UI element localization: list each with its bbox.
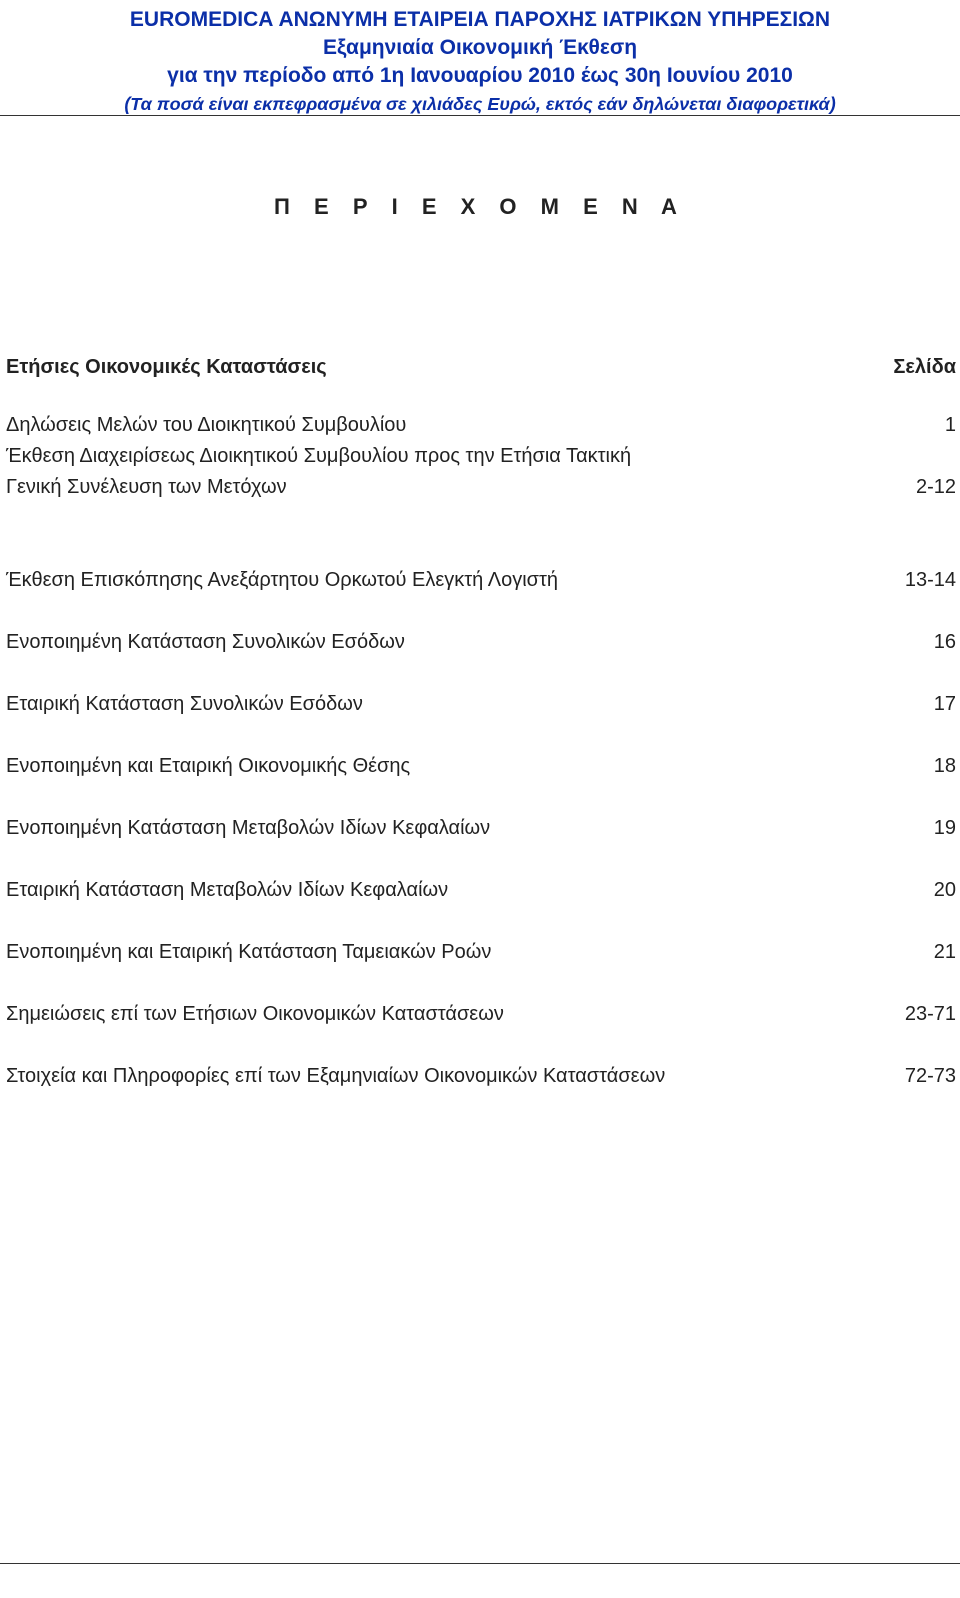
report-title: Εξαμηνιαία Οικονομική Έκθεση bbox=[322, 36, 638, 59]
toc-entry bbox=[6, 441, 956, 503]
toc-entry bbox=[6, 627, 956, 658]
toc-entry-page: 23-71 bbox=[904, 1003, 956, 1025]
report-period: για την περίοδο από 1η Ιανουαρίου 2010 έως 30η Ιουνίου 2010 bbox=[167, 64, 793, 87]
page-column-label: Σελίδα bbox=[893, 356, 956, 378]
toc-entry-page: 2-12 bbox=[915, 476, 956, 498]
toc-entry bbox=[6, 751, 956, 782]
toc-entry-title: Έκθεση Επισκόπησης Ανεξάρτητου Ορκωτού Ελεγκτή Λογιστή bbox=[6, 569, 559, 591]
toc-entry-page: 13-14 bbox=[904, 569, 956, 591]
toc-entry-title: Έκθεση Διαχειρίσεως Διοικητικού Συμβουλίου προς την Ετήσια Τακτική Γενική Συνέλευση των Μετόχων bbox=[6, 445, 632, 498]
toc-entry bbox=[6, 410, 956, 441]
toc-entry-title: Ενοποιημένη και Εταιρική Οικονομικής Θέσης bbox=[6, 755, 411, 777]
header-divider bbox=[0, 115, 960, 116]
toc-entry bbox=[6, 689, 956, 720]
toc-entry-title: Ενοποιημένη Κατάσταση Συνολικών Εσόδων bbox=[6, 631, 405, 653]
toc-entry bbox=[6, 937, 956, 968]
toc-entry-title: Ενοποιημένη Κατάσταση Μεταβολών Ιδίων Κεφαλαίων bbox=[6, 817, 491, 839]
toc-entry bbox=[6, 1061, 956, 1092]
toc-entry-title: Εταιρική Κατάσταση Μεταβολών Ιδίων Κεφαλαίων bbox=[6, 879, 449, 901]
section-label: Ετήσιες Οικονομικές Καταστάσεις bbox=[6, 356, 327, 378]
toc-entry bbox=[6, 565, 956, 596]
toc-entry-page: 20 bbox=[933, 879, 956, 901]
toc-entry-title: Δηλώσεις Μελών του Διοικητικού Συμβουλίου bbox=[6, 414, 407, 436]
contents-heading: Π Ε Ρ Ι Ε Χ Ο Μ Ε Ν Α bbox=[274, 194, 686, 219]
toc-column-headers bbox=[6, 356, 956, 379]
toc-entry-title: Στοιχεία και Πληροφορίες επί των Εξαμηνιαίων Οικονομικών Καταστάσεων bbox=[6, 1065, 666, 1087]
toc-entry-title: Εταιρική Κατάσταση Συνολικών Εσόδων bbox=[6, 693, 363, 715]
toc-entry bbox=[6, 999, 956, 1030]
document-header bbox=[0, 6, 960, 118]
toc-entry-page: 18 bbox=[933, 755, 956, 777]
toc-entry-page: 16 bbox=[933, 631, 956, 653]
toc-entry-page: 21 bbox=[933, 941, 956, 963]
footer-divider bbox=[0, 1563, 960, 1564]
toc-entry bbox=[6, 813, 956, 844]
toc-entry-title: Ενοποιημένη και Εταιρική Κατάσταση Ταμειακών Ροών bbox=[6, 941, 492, 963]
toc-entry-page: 19 bbox=[933, 817, 956, 839]
toc-entry-page: 72-73 bbox=[904, 1065, 956, 1087]
company-name: EUROMEDICA ΑΝΩΝΥΜΗ ΕΤΑΙΡΕΙΑ ΠΑΡΟΧΗΣ ΙΑΤΡΙΚΩΝ ΥΠΗΡΕΣΙΩΝ bbox=[129, 8, 831, 31]
amounts-note: (Τα ποσά είναι εκπεφρασμένα σε χιλιάδες Ευρώ, εκτός εάν δηλώνεται διαφορετικά) bbox=[124, 94, 836, 114]
toc-entry bbox=[6, 875, 956, 906]
toc-entry-title: Σημειώσεις επί των Ετήσιων Οικονομικών Καταστάσεων bbox=[6, 1003, 504, 1025]
toc-entry-page: 17 bbox=[933, 693, 956, 715]
toc-entry-page: 1 bbox=[944, 414, 956, 436]
